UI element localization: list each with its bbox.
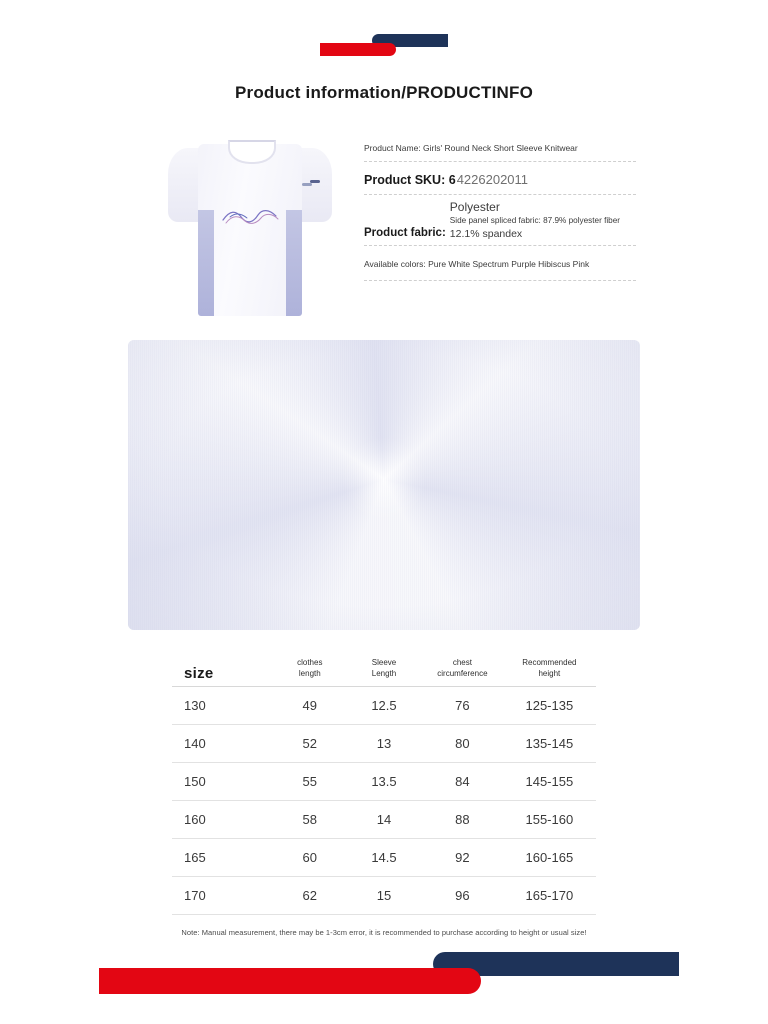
header-line-2: Length bbox=[371, 668, 397, 678]
cell-clothes-length: 62 bbox=[274, 877, 346, 915]
column-header-recommended-height bbox=[503, 658, 596, 687]
fabric-side-panel-detail: Side panel spliced fabric: 87.9% polyester fiber bbox=[449, 216, 621, 225]
fabric-value-group bbox=[450, 200, 636, 241]
cell-chest: 92 bbox=[422, 839, 503, 877]
table-row bbox=[172, 801, 596, 839]
cell-sleeve-length: 13 bbox=[346, 725, 422, 763]
tshirt-right-side-panel bbox=[286, 210, 302, 316]
tshirt-sleeve-logo-icon bbox=[302, 180, 320, 188]
size-chart-note: Note: Manual measurement, there may be 1-3cm error, it is recommended to purchase according to height or usual size! bbox=[181, 928, 587, 937]
tshirt-left-side-panel bbox=[198, 210, 214, 316]
spec-row-colors bbox=[364, 246, 636, 281]
header-line-2: length bbox=[298, 668, 321, 678]
cell-clothes-length: 58 bbox=[274, 801, 346, 839]
size-chart-header-row bbox=[172, 658, 596, 687]
fabric-spandex-detail: 12.1% spandex bbox=[449, 228, 523, 240]
cell-chest: 96 bbox=[422, 877, 503, 915]
tshirt-chest-script-graphic bbox=[220, 206, 282, 226]
logo-red-bar bbox=[320, 43, 396, 56]
header-line-1: chest bbox=[452, 658, 472, 667]
cell-sleeve-length: 14.5 bbox=[346, 839, 422, 877]
sku-value: 4226202011 bbox=[456, 172, 529, 187]
cell-size: 150 bbox=[172, 763, 274, 801]
column-header-sleeve-length bbox=[346, 658, 422, 687]
footer-logo-area bbox=[0, 942, 768, 1002]
spec-row-fabric bbox=[364, 195, 636, 246]
spec-divider bbox=[364, 280, 636, 281]
cell-size: 130 bbox=[172, 687, 274, 725]
fabric-vignette bbox=[128, 340, 640, 630]
spec-row-sku bbox=[364, 162, 636, 195]
header-logo-area bbox=[0, 34, 768, 62]
spec-row-product-name bbox=[364, 142, 636, 162]
cell-clothes-length: 52 bbox=[274, 725, 346, 763]
page-title: Product information/PRODUCTINFO bbox=[234, 83, 534, 102]
header-line-1: Sleeve bbox=[371, 658, 397, 667]
footer-logo-red-bar bbox=[99, 968, 481, 994]
cell-clothes-length: 49 bbox=[274, 687, 346, 725]
fabric-main-material: Polyester bbox=[449, 200, 500, 214]
table-row bbox=[172, 877, 596, 915]
cell-height: 160-165 bbox=[503, 839, 596, 877]
cell-height: 155-160 bbox=[503, 801, 596, 839]
product-image bbox=[160, 126, 340, 326]
fabric-closeup-image bbox=[128, 340, 640, 630]
cell-size: 140 bbox=[172, 725, 274, 763]
sku-label: Product SKU: 6 bbox=[364, 173, 456, 187]
fabric-label: Product fabric: bbox=[364, 227, 446, 239]
table-row bbox=[172, 725, 596, 763]
brand-logo-footer-icon bbox=[89, 942, 679, 1002]
cell-sleeve-length: 14 bbox=[346, 801, 422, 839]
column-header-size: size bbox=[184, 664, 214, 682]
cell-height: 145-155 bbox=[503, 763, 596, 801]
header-line-2: height bbox=[538, 668, 561, 678]
cell-height: 135-145 bbox=[503, 725, 596, 763]
table-row bbox=[172, 763, 596, 801]
cell-chest: 88 bbox=[422, 801, 503, 839]
product-name-text: Product Name: Girls' Round Neck Short Sleeve Knitwear bbox=[364, 143, 578, 153]
tshirt-illustration bbox=[168, 132, 332, 320]
header-line-2: circumference bbox=[437, 668, 488, 678]
cell-chest: 84 bbox=[422, 763, 503, 801]
cell-sleeve-length: 12.5 bbox=[346, 687, 422, 725]
sleeve-logo-red-bar bbox=[302, 183, 312, 186]
header-line-1: Recommended bbox=[522, 658, 577, 667]
cell-height: 125-135 bbox=[503, 687, 596, 725]
available-colors-text: Available colors: Pure White Spectrum Purple Hibiscus Pink bbox=[364, 259, 590, 269]
cell-size: 170 bbox=[172, 877, 274, 915]
cell-sleeve-length: 13.5 bbox=[346, 763, 422, 801]
header-line-1: clothes bbox=[297, 658, 323, 667]
table-row bbox=[172, 687, 596, 725]
cell-clothes-length: 60 bbox=[274, 839, 346, 877]
cell-clothes-length: 55 bbox=[274, 763, 346, 801]
cell-height: 165-170 bbox=[503, 877, 596, 915]
cell-size: 160 bbox=[172, 801, 274, 839]
column-header-chest-circumference bbox=[422, 658, 503, 687]
cell-size: 165 bbox=[172, 839, 274, 877]
cell-chest: 80 bbox=[422, 725, 503, 763]
size-chart-table bbox=[172, 658, 596, 915]
cell-chest: 76 bbox=[422, 687, 503, 725]
product-spec-list bbox=[364, 142, 636, 281]
table-row bbox=[172, 839, 596, 877]
product-overview-section bbox=[0, 126, 768, 326]
brand-logo-icon bbox=[320, 34, 448, 60]
size-chart-section bbox=[172, 658, 596, 937]
column-header-clothes-length bbox=[274, 658, 346, 687]
size-chart-body bbox=[172, 687, 596, 915]
cell-sleeve-length: 15 bbox=[346, 877, 422, 915]
